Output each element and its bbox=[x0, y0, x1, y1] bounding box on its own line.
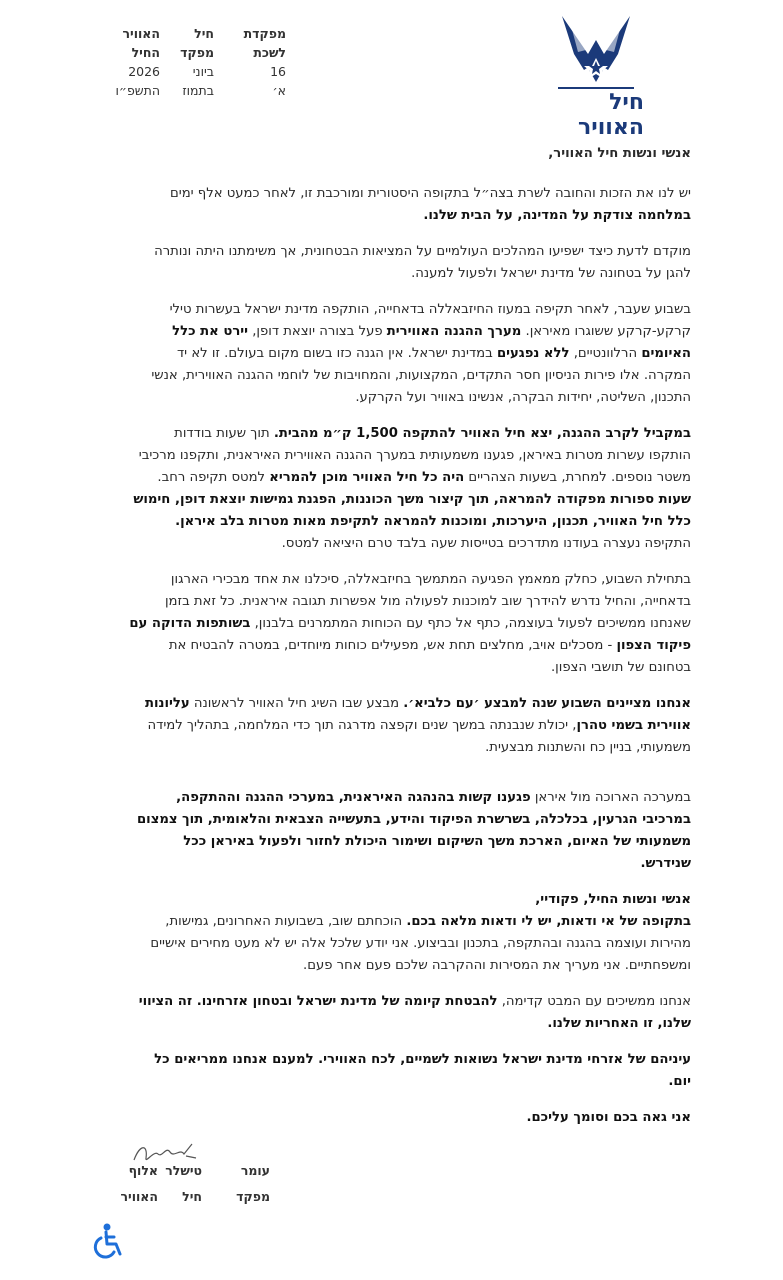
paragraph-text: תוך שעות בודדות הותקפו עשרות מטרות באיראן, פגענו משמעותית במערך ההגנה האווירית האיראנית, ותקפנו מרכיבי משטר נוספים. למחרת, בשעות הצהריים bbox=[138, 426, 691, 485]
emphasis-text: בשותפות הדוקה עם פיקוד הצפון bbox=[129, 616, 691, 653]
paragraph-text: התקיפה נעצרה בעודנו מתדרכים בטייסות שעה בלבד טרם היציאה למטס. bbox=[281, 536, 691, 551]
emphasis-text: בתקופה של אי ודאות, יש לי ודאות מלאה בכם. bbox=[406, 914, 691, 929]
letterhead-text: מפקדת bbox=[243, 26, 286, 41]
paragraph-text: הוכחתם שוב, בשבועות האחרונים, גמישות, מהירות ועוצמה בהגנה ובהתקפה, בתכנון ובביצוע. אני יודע שלכל אלה יש לא מעט מחירים אישיים ומשפחתיים. אני מעריך את המסירות וההקרבה שלכם פעם אחר פעם. bbox=[150, 914, 691, 973]
letterhead-text: האוויר bbox=[122, 26, 160, 41]
paragraph-text: יש לנו את הזכות והחובה לשרת בצה״ל בתקופה היסטורית ומורכבת זו, לאחר כמעט אלף ימים bbox=[170, 186, 691, 201]
signer-last-name: טישלר bbox=[165, 1163, 202, 1178]
paragraph-text: , יכולת שנבנתה במשך שנים וקפצה מדרגה תוך כדי המלחמה, בתהליך למידה משמעותי, בניין כח והשתנות מבצעית. bbox=[147, 718, 691, 755]
date-day: 16 bbox=[270, 64, 286, 79]
emphasis-text: במלחמה צודקת על המדינה, על הבית שלנו. bbox=[423, 208, 691, 223]
date-year: 2026 bbox=[128, 64, 160, 79]
paragraph-text: הרלוונטיים, bbox=[569, 346, 642, 361]
signer-rank: אלוף bbox=[128, 1163, 158, 1178]
paragraph bbox=[129, 183, 691, 227]
paragraph-text: בתחילת השבוע, כחלק ממאמץ הפגיעה המתמשך בחיזבאללה, סיכלנו את אחד מבכירי הארגון בדאחייה, והחיל נדרש להידרך שוב למוכנות לפעולה מול אפשרות תגובה איראנית. כל זאת בזמן שאנחנו ממשיכים לפעול בעוצמה, כתף אל כתף עם הכוחות המתמרנים בלבנון, bbox=[164, 572, 691, 631]
letterhead-details bbox=[112, 24, 286, 100]
paragraph bbox=[129, 299, 691, 409]
hebrew-date bbox=[112, 81, 286, 100]
signer-title: האוויר bbox=[120, 1189, 158, 1204]
paragraph-text: - מסכלים אויב, מחלצים תחת אש, מפעילים כוחות מיוחדים, במטרה להבטיח את בטחונם של תושבי הצפון. bbox=[168, 638, 691, 675]
signer-title: חיל bbox=[182, 1189, 202, 1204]
emphasis-text: אני גאה בכם וסומך עליכם. bbox=[526, 1110, 691, 1125]
emphasis-text: פגענו קשות בהנהגה האיראנית, במערכי ההגנה וההתקפה, במרכיבי הגרעין, בכלכלה, בשרשרת הפיקוד והידע, בתעשייה הצבאית והלאומית, תוך צמצום משמעותי של האיום, הארכת משך השיקום ושימור היכולת לחזור ולפעול באיראן ככל שנידרש. bbox=[137, 790, 691, 871]
signature-row bbox=[112, 1158, 270, 1184]
paragraph bbox=[129, 889, 691, 977]
paragraph bbox=[129, 569, 691, 679]
paragraph bbox=[129, 787, 691, 875]
paragraph-text: בשבוע שעבר, לאחר תקיפה במעוז החיזבאללה בדאחייה, הותקפה מדינת ישראל בעשרות טילי קרקע-קרקע ששוגרו מאיראן. bbox=[169, 302, 691, 339]
hebrew-date-month: בתמוז bbox=[182, 83, 214, 98]
letterhead-text: לשכת bbox=[253, 45, 286, 60]
paragraph-text: פעל בצורה יוצאת דופן, bbox=[248, 324, 387, 339]
date-month: ביוני bbox=[192, 64, 214, 79]
signer-first-name: עומר bbox=[240, 1163, 270, 1178]
paragraph-text: אנחנו ממשיכים עם המבט קדימה, bbox=[497, 994, 691, 1009]
paragraph bbox=[129, 693, 691, 759]
closing-line bbox=[129, 1107, 691, 1129]
letter-body bbox=[129, 143, 691, 1143]
letterhead-text: החיל bbox=[131, 45, 160, 60]
letterhead-row bbox=[112, 43, 286, 62]
paragraph bbox=[129, 1049, 691, 1093]
letterhead-row bbox=[112, 24, 286, 43]
paragraph-text: במערכה הארוכה מול איראן bbox=[530, 790, 691, 805]
emphasis-text: מערך ההגנה האווירית bbox=[386, 324, 522, 339]
emphasis-text: במקביל לקרב ההגנה, יצא חיל האוויר להתקפה 1,500 ק״מ מהבית. bbox=[273, 426, 691, 441]
emphasis-text: שעות ספורות מפקודה להמראה, תוך קיצור משך הכוננות, הפגנת גמישות יוצאת דופן, חימוש כלל חיל האוויר, תכנון, היערכות, ומוכנות להמראה לתקיפת מאות מטרות בלב איראן. bbox=[133, 492, 691, 529]
hebrew-date-day: א׳ bbox=[272, 83, 286, 98]
greeting: אנשי ונשות חיל האוויר, bbox=[548, 146, 691, 161]
gregorian-date bbox=[112, 62, 286, 81]
spacer bbox=[129, 773, 691, 787]
emphasis-text: היה כל חיל האוויר מוכן להמריא bbox=[269, 470, 465, 485]
logo-wordmark: חיל האוויר bbox=[578, 90, 644, 140]
wheelchair-accessibility-icon[interactable] bbox=[90, 1222, 126, 1262]
paragraph: מוקדם לדעת כיצד ישפיעו המהלכים העולמיים על המציאות הבטחונית, אך משימתנו היתה ונותרה להגן על בטחונה של מדינת ישראל ולפעול למענה. bbox=[154, 244, 691, 281]
emphasis-text: יירט את כלל האיומים bbox=[172, 324, 691, 361]
paragraph-text: למטס תקיפה רחב. bbox=[157, 470, 270, 485]
emphasis-text: להבטחת קיומה של מדינת ישראל ובטחון אזרחינו. זה הציווי שלנו, זו האחריות שלנו. bbox=[138, 994, 691, 1031]
paragraph-text: מבצע שבו השיג חיל האוויר לראשונה bbox=[189, 696, 404, 711]
emphasis-text: עיניהם של אזרחי מדינת ישראל נשואות לשמיים, לכח האווירי. למענם אנחנו ממריאים כל יום. bbox=[154, 1052, 691, 1089]
paragraph-text: במדינת ישראל. אין הגנה כזו בשום מקום בעולם. זו לא יד המקרה. אלו פירות הניסיון חסר התקדים, המקצועות, והמחויבות של לוחמי ההגנה האווירית, אנשי התכנון, השליטה, יחידות הבקרה, אנשינו באוויר ועל הקרקע. bbox=[151, 346, 691, 405]
signature-block bbox=[112, 1158, 270, 1210]
emphasis-text: עליונות אווירית בשמי טהרן bbox=[145, 696, 691, 733]
signer-title: מפקד bbox=[236, 1189, 270, 1204]
emphasis-text: ללא נפגעים bbox=[496, 346, 570, 361]
emphasis-text: אנחנו מציינים השבוע שנה למבצע ׳עם כלביא׳. bbox=[403, 696, 691, 711]
address-line: אנשי ונשות החיל, פקודיי, bbox=[535, 892, 691, 907]
paragraph bbox=[129, 991, 691, 1035]
letterhead-text: מפקד bbox=[180, 45, 214, 60]
letterhead-text: חיל bbox=[194, 26, 214, 41]
hebrew-date-year: התשפ״ו bbox=[115, 83, 160, 98]
paragraph bbox=[129, 423, 691, 555]
signature-row bbox=[112, 1184, 270, 1210]
